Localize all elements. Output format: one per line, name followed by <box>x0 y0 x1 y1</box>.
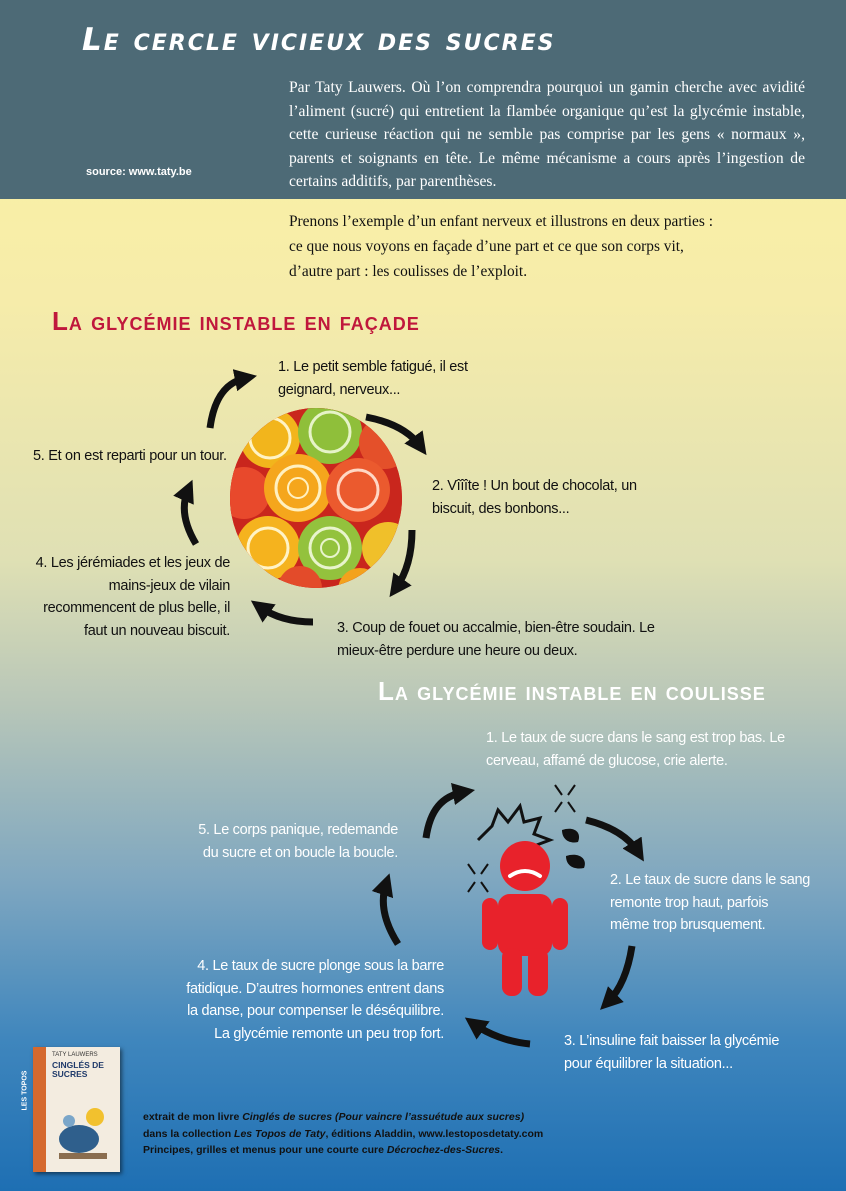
footer-collection: Les Topos de Taty <box>234 1127 326 1140</box>
facade-arrow-2 <box>366 417 420 446</box>
facade-step-4: 4. Les jérémiades et les jeux de mains-jeux de vilain recommencent de plus belle, il faut un nouveau biscuit. <box>35 555 230 639</box>
coulisse-arrow-5 <box>383 884 398 944</box>
facade-arrow-3 <box>396 530 412 588</box>
page-title: Le cercle vicieux des sucres <box>82 22 556 58</box>
coulisse-heading: La glycémie instable en coulisse <box>378 676 766 706</box>
footer-text: dans la collection <box>143 1127 235 1140</box>
coulisse-step-2: 2. Le taux de sucre dans le sang remonte trop haut, parfois même trop brusquement. <box>610 872 810 933</box>
coulisse-arrow-3 <box>608 946 632 1002</box>
facade-arrow-4 <box>260 607 313 622</box>
footer-line-3 <box>143 1142 543 1159</box>
book-cover <box>21 1047 120 1172</box>
coulisse-arrow-1 <box>426 792 464 838</box>
book-author: TATY LAUWERS <box>52 1052 98 1058</box>
footer-text: . <box>500 1144 504 1156</box>
facade-step-2: 2. Vîîîte ! Un bout de chocolat, un biscuit, des bonbons... <box>432 478 637 517</box>
intro-paragraph: Par Taty Lauwers. Où l’on comprendra pourquoi un gamin cherche avec avidité l’aliment (sucré) qui entretient la flambée organique qu’est la glycémie instable, cette curieuse réaction qui ne semble pas comprise par les gens « normaux », parents et soignants en tête. Le même mécanisme a cours après l’ingestion de certains additifs, par parenthèses. <box>289 79 805 191</box>
facade-step-3: 3. Coup de fouet ou accalmie, bien-être soudain. Le mieux-être perdure une heure ou deux. <box>337 620 655 659</box>
facade-arrow-1 <box>210 378 246 428</box>
source-credit: source: www.taty.be <box>86 166 192 178</box>
alarm-burst-icon <box>478 806 550 846</box>
footer-line-2 <box>143 1126 543 1143</box>
footer-cure-name: Décrochez-des-Sucres <box>386 1144 501 1156</box>
footer-text: Principes, grilles et menus pour une courte cure <box>143 1144 387 1156</box>
book-title: CINGLÉS DE SUCRES <box>52 1060 104 1079</box>
footer-credits <box>143 1109 543 1159</box>
facade-arrow-5 <box>184 490 196 544</box>
sweat-drop-icon <box>562 829 579 843</box>
facade-step-1: 1. Le petit semble fatigué, il est geignard, nerveux... <box>278 359 468 398</box>
sweat-drop-icon-2 <box>566 855 585 869</box>
facade-step-5: 5. Et on est reparti pour un tour. <box>33 448 227 464</box>
coulisse-arrow-2 <box>586 820 638 852</box>
coulisse-arrow-4 <box>474 1024 530 1044</box>
book-spine <box>21 1047 46 1172</box>
footer-book-title: Cinglés de sucres (Pour vaincre l’assuétude aux sucres) <box>242 1111 525 1123</box>
coulisse-step-1: 1. Le taux de sucre dans le sang est trop bas. Le cerveau, affamé de glucose, crie alerte. <box>486 730 785 769</box>
coulisse-step-3: 3. L’insuline fait baisser la glycémie pour équilibrer la situation... <box>564 1033 780 1072</box>
child-figure-icon <box>482 841 568 996</box>
coulisse-step-5: 5. Le corps panique, redemande du sucre et on boucle la boucle. <box>198 822 398 861</box>
footer-line-1 <box>143 1109 543 1126</box>
facade-heading: La glycémie instable en façade <box>52 306 420 336</box>
book-series: LES TOPOS <box>21 1070 29 1111</box>
footer-text: extrait de mon livre <box>143 1111 243 1123</box>
book-illustration <box>49 1087 115 1167</box>
lead-paragraph: Prenons l’exemple d’un enfant nerveux et illustrons en deux parties : ce que nous voyons en façade d’une part et ce que son corps vit, d’autre part : les coulisses de l’exploit. <box>289 213 713 280</box>
footer-publisher: , éditions Aladdin, www.lestoposdetaty.com <box>325 1127 544 1140</box>
coulisse-step-4: 4. Le taux de sucre plonge sous la barre fatidique. D’autres hormones entrent dans la danse, pour compenser le déséquilibre. La glycémie remonte un peu trop fort. <box>186 958 444 1042</box>
